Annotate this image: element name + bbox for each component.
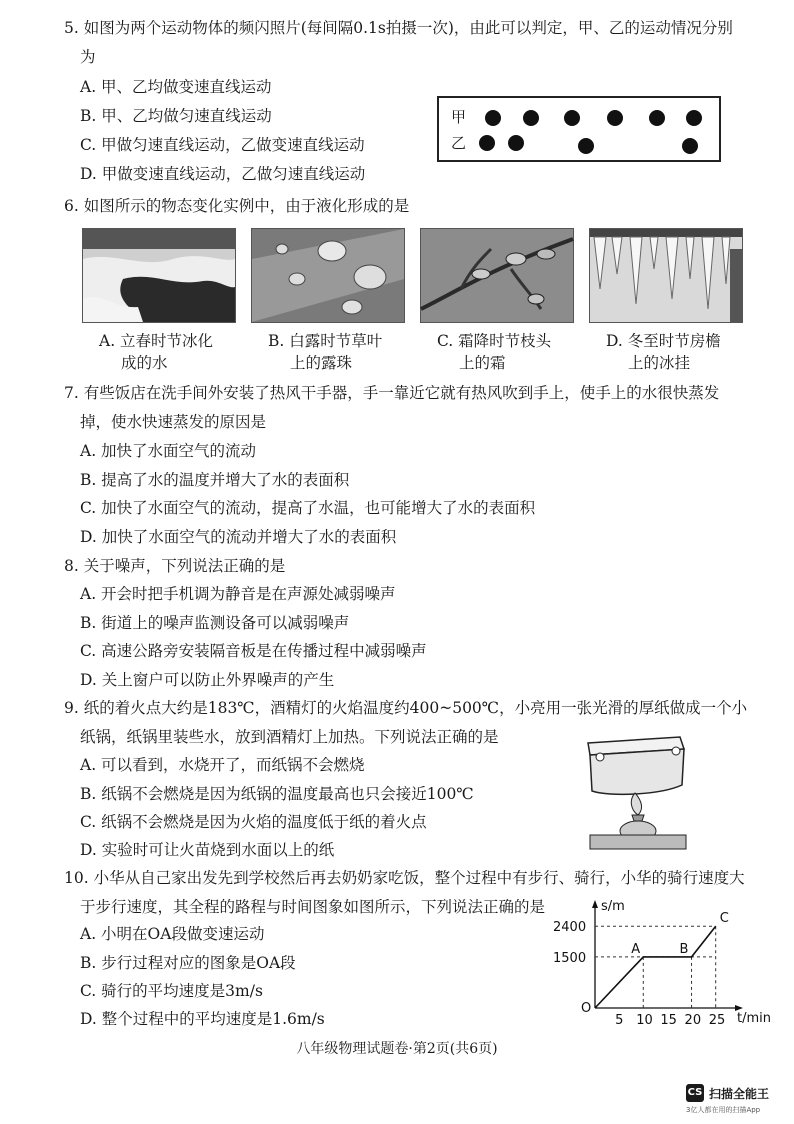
q5-stem-line2: 为: [80, 48, 96, 66]
caption-c-line2: 上的霜: [459, 354, 506, 372]
caption-c-line1: C. 霜降时节枝头: [437, 332, 552, 350]
row-label-jia: 甲: [451, 108, 467, 126]
q9-option-c: C. 纸锅不会燃烧是因为火焰的温度低于纸的着火点: [80, 813, 427, 831]
q5-option-c: C. 甲做匀速直线运动，乙做变速直线运动: [80, 136, 365, 154]
q6-caption-d: [606, 330, 721, 374]
x-tick-label: 10: [636, 1013, 653, 1028]
q9-option-d: D. 实验时可让火苗烧到水面以上的纸: [80, 841, 335, 859]
jia-dot: [649, 110, 665, 126]
q7-option-c: C. 加快了水面空气的流动，提高了水温，也可能增大了水的表面积: [80, 499, 536, 517]
q6-stem: 6. 如图所示的物态变化实例中，由于液化形成的是: [64, 197, 410, 215]
yi-dot: [479, 135, 495, 151]
photo-frost-branch: [420, 228, 574, 323]
q8-stem: 8. 关于噪声，下列说法正确的是: [64, 557, 286, 575]
q6-caption-a: [99, 330, 213, 374]
yi-dot: [508, 135, 524, 151]
question-7-stem: [64, 379, 754, 437]
point-label: C: [719, 911, 729, 927]
question-8-stem: [64, 552, 754, 581]
caption-b-line1: B. 白露时节草叶: [268, 332, 383, 350]
caption-d-line2: 上的冰挂: [628, 354, 691, 372]
q10-option-c: C. 骑行的平均速度是3m/s: [80, 982, 263, 1000]
caption-a-line2: 成的水: [121, 354, 168, 372]
x-tick-label: 20: [684, 1013, 702, 1028]
caption-a-line1: A. 立春时节冰化: [99, 332, 214, 350]
paper-pot-figure: [580, 735, 692, 855]
q8-option-d: D. 关上窗户可以防止外界噪声的产生: [80, 671, 335, 689]
pot-corner: [596, 753, 604, 761]
q5-option-a: A. 甲、乙均做变速直线运动: [80, 78, 272, 96]
y-tick-label: 2400: [553, 920, 587, 936]
photo-melting-ice: [82, 228, 236, 323]
x-axis-label: t/min: [737, 1011, 771, 1026]
strobe-photo-figure: [437, 96, 721, 162]
lamp-wick: [632, 815, 644, 821]
jia-dot: [564, 110, 580, 126]
q8-option-c: C. 高速公路旁安装隔音板是在传播过程中减弱噪声: [80, 642, 427, 660]
flame: [631, 793, 641, 815]
question-6-stem: [64, 192, 754, 221]
q6-caption-b: [268, 330, 382, 374]
q8-option-b: B. 街道上的噪声监测设备可以减弱噪声: [80, 614, 350, 632]
brand-tagline: 3亿人都在用的扫描App: [686, 1106, 761, 1114]
jia-dot: [686, 110, 702, 126]
x-tick-label: 25: [708, 1013, 726, 1028]
q9-stem-line1: 9. 纸的着火点大约是183℃，酒精灯的火焰温度约400~500℃，小亮用一张光滑的厚纸做成一个小: [64, 699, 748, 717]
x-tick-label: 5: [615, 1013, 624, 1028]
series-line: [595, 926, 716, 1008]
q7-option-b: B. 提高了水的温度并增大了水的表面积: [80, 471, 350, 489]
q8-option-a: A. 开会时把手机调为静音是在声源处减弱噪声: [80, 585, 396, 603]
q7-option-a: A. 加快了水面空气的流动: [80, 442, 257, 460]
caption-b-line2: 上的露珠: [290, 354, 353, 372]
point-label: B: [679, 941, 689, 957]
camscanner-logo-icon: CS: [686, 1084, 704, 1102]
q7-stem-line1: 7. 有些饭店在洗手间外安装了热风干手器，手一靠近它就有热风吹到手上，使手上的水很快蒸发: [64, 384, 720, 402]
yi-dot: [682, 138, 698, 154]
q7-stem-line2: 掉，使水快速蒸发的原因是: [80, 413, 267, 431]
photo-dew-drops: [251, 228, 405, 323]
q7-option-d: D. 加快了水面空气的流动并增大了水的表面积: [80, 528, 397, 546]
q5-option-d: D. 甲做变速直线运动，乙做匀速直线运动: [80, 165, 366, 183]
jia-dot: [607, 110, 623, 126]
q10-option-b: B. 步行过程对应的图象是OA段: [80, 954, 296, 972]
caption-d-line1: D. 冬至时节房檐: [606, 332, 721, 350]
q5-option-b: B. 甲、乙均做匀速直线运动: [80, 107, 272, 125]
page-footer: 八年级物理试题卷·第2页(共6页): [296, 1041, 498, 1057]
q5-stem-line1: 5. 如图为两个运动物体的频闪照片(每间隔0.1s拍摄一次)，由此可以判定，甲、乙的运动情况分别: [64, 19, 733, 37]
jia-dot: [523, 110, 539, 126]
y-axis-label: s/m: [601, 899, 625, 914]
x-tick-label: 15: [660, 1013, 677, 1028]
y-axis-arrow: [592, 900, 598, 908]
question-5-stem: [64, 14, 754, 72]
origin-label: O: [581, 1001, 592, 1016]
q9-stem-line2: 纸锅，纸锅里装些水，放到酒精灯上加热。下列说法正确的是: [80, 728, 499, 746]
distance-time-chart: [520, 899, 771, 1030]
jia-dot: [485, 110, 501, 126]
q10-option-a: A. 小明在OA段做变速运动: [80, 925, 265, 943]
point-label: A: [631, 941, 641, 957]
q6-caption-c: [437, 330, 551, 374]
row-label-yi: 乙: [451, 134, 467, 152]
table-surface: [590, 835, 686, 849]
q9-option-b: B. 纸锅不会燃烧是因为纸锅的温度最高也只会接近100℃: [80, 785, 474, 803]
y-tick-label: 1500: [553, 950, 587, 966]
q10-stem-line1: 10. 小华从自己家出发先到学校然后再去奶奶家吃饭，整个过程中有步行、骑行，小华的骑行速度大: [64, 869, 745, 887]
yi-dot: [578, 138, 594, 154]
q9-option-a: A. 可以看到，水烧开了，而纸锅不会燃烧: [80, 756, 365, 774]
photo-icicles: [589, 228, 743, 323]
q10-option-d: D. 整个过程中的平均速度是1.6m/s: [80, 1010, 325, 1028]
pot-corner: [672, 747, 680, 755]
brand-name: 扫描全能王: [709, 1087, 770, 1101]
q10-stem-line2: 于步行速度，其全程的路程与时间图象如图所示，下列说法正确的是: [80, 898, 546, 916]
